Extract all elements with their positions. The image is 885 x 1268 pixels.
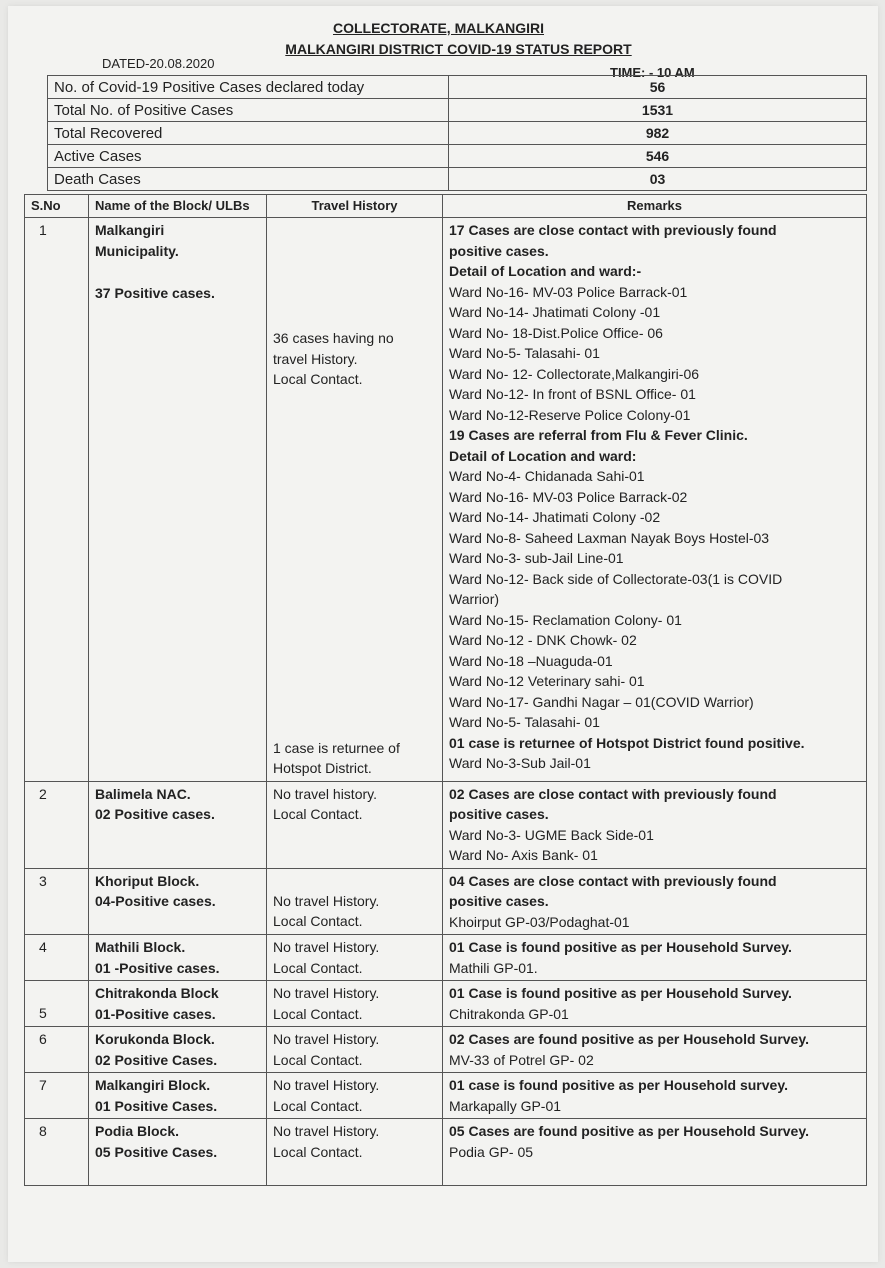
travel-line: No travel History. bbox=[273, 985, 380, 1001]
row-sno: 3 bbox=[25, 868, 89, 935]
remark-line: Ward No- Axis Bank- 01 bbox=[449, 847, 598, 863]
row-travel-cell bbox=[267, 218, 443, 782]
summary-label: Death Cases bbox=[48, 168, 449, 191]
travel-line: 1 case is returnee of bbox=[273, 739, 400, 756]
block-name: Malkangiri bbox=[95, 222, 165, 238]
travel-line: Local Contact. bbox=[273, 371, 363, 387]
remark-line: positive cases. bbox=[449, 893, 549, 909]
remark-line: Ward No-14- Jhatimati Colony -02 bbox=[449, 509, 661, 525]
summary-label: Active Cases bbox=[48, 145, 449, 168]
row-sno: 6 bbox=[25, 1027, 89, 1073]
remark-line: Detail of Location and ward:- bbox=[449, 263, 642, 279]
office-heading: COLLECTORATE, MALKANGIRI bbox=[332, 20, 545, 36]
remark-line: Ward No-5- Talasahi- 01 bbox=[449, 714, 600, 730]
row-block-cell bbox=[89, 1073, 267, 1119]
remark-line: 05 Cases are found positive as per Household Survey. bbox=[449, 1123, 809, 1139]
table-header-row bbox=[25, 195, 867, 218]
row-remarks-cell bbox=[443, 1119, 867, 1186]
row-travel-cell bbox=[267, 1027, 443, 1073]
remark-line: 01 Case is found positive as per Household Survey. bbox=[449, 939, 792, 955]
travel-line: Local Contact. bbox=[273, 806, 363, 822]
summary-table bbox=[47, 75, 867, 191]
remark-line: Ward No-12 Veterinary sahi- 01 bbox=[449, 673, 645, 689]
row-sno bbox=[25, 981, 89, 1027]
column-header-remarks: Remarks bbox=[443, 195, 867, 218]
remark-line: MV-33 of Potrel GP- 02 bbox=[449, 1051, 594, 1068]
remark-line: Ward No-3- sub-Jail Line-01 bbox=[449, 550, 624, 566]
block-name: Mathili Block. bbox=[95, 939, 186, 955]
summary-row-total bbox=[48, 99, 867, 122]
remark-line: 02 Cases are close contact with previously found bbox=[449, 785, 777, 802]
positive-cases: 01-Positive cases. bbox=[95, 1005, 216, 1022]
row-block-cell bbox=[89, 981, 267, 1027]
remark-line: Ward No-17- Gandhi Nagar – 01(COVID Warrior) bbox=[449, 693, 754, 710]
row-travel-cell bbox=[267, 981, 443, 1027]
row-remarks-cell bbox=[443, 781, 867, 868]
remark-line: 04 Cases are close contact with previously found bbox=[449, 872, 777, 889]
report-time: TIME: - 10 AM bbox=[610, 65, 695, 80]
report-title: MALKANGIRI DISTRICT COVID-19 STATUS REPORT bbox=[285, 41, 632, 57]
remark-line: 02 Cases are found positive as per Household Survey. bbox=[449, 1031, 809, 1047]
remark-line: positive cases. bbox=[449, 242, 549, 259]
remark-line: 01 case is found positive as per Household survey. bbox=[449, 1077, 788, 1093]
remark-line: Ward No-16- MV-03 Police Barrack-02 bbox=[449, 488, 688, 505]
row-remarks-cell bbox=[443, 981, 867, 1027]
row-remarks-cell bbox=[443, 868, 867, 935]
remark-line: Khoirput GP-03/Podaghat-01 bbox=[449, 913, 630, 930]
travel-line: No travel History. bbox=[273, 1031, 380, 1047]
travel-line: Local Contact. bbox=[273, 1051, 363, 1068]
summary-row-active bbox=[48, 145, 867, 168]
travel-line: No travel history. bbox=[273, 785, 377, 802]
travel-line: Local Contact. bbox=[273, 1097, 363, 1114]
table-row bbox=[25, 981, 867, 1027]
remark-line: Ward No-15- Reclamation Colony- 01 bbox=[449, 611, 682, 628]
remark-line: Podia GP- 05 bbox=[449, 1143, 534, 1160]
remark-line: Warrior) bbox=[449, 591, 500, 607]
remark-line: Ward No-16- MV-03 Police Barrack-01 bbox=[449, 283, 688, 300]
block-name: Malkangiri Block. bbox=[95, 1077, 211, 1093]
column-header-travel: Travel History bbox=[267, 195, 443, 218]
travel-line: Local Contact. bbox=[273, 1143, 363, 1160]
table-row bbox=[25, 1119, 867, 1186]
remark-line: Ward No-14- Jhatimati Colony -01 bbox=[449, 304, 661, 320]
remark-line: Markapally GP-01 bbox=[449, 1097, 562, 1114]
travel-line: 36 cases having no bbox=[273, 330, 394, 346]
row-sno: 1 bbox=[25, 218, 89, 782]
row-remarks-cell bbox=[443, 1027, 867, 1073]
row-travel-cell bbox=[267, 781, 443, 868]
remark-line: Mathili GP-01. bbox=[449, 959, 538, 976]
block-name: Khoriput Block. bbox=[95, 872, 200, 889]
summary-label: Total No. of Positive Cases bbox=[48, 99, 449, 122]
travel-line: Local Contact. bbox=[273, 913, 363, 929]
summary-row-today bbox=[48, 76, 867, 99]
positive-cases: 01 -Positive cases. bbox=[95, 959, 220, 976]
row-travel-cell bbox=[267, 868, 443, 935]
positive-cases: 04-Positive cases. bbox=[95, 893, 216, 909]
row-sno: 4 bbox=[25, 935, 89, 981]
travel-line: Local Contact. bbox=[273, 959, 363, 976]
block-name: Chitrakonda Block bbox=[95, 985, 219, 1001]
cases-table bbox=[24, 194, 867, 1186]
row-remarks-cell bbox=[443, 935, 867, 981]
row-travel-cell bbox=[267, 1073, 443, 1119]
row-travel-cell bbox=[267, 1119, 443, 1186]
row-block-cell bbox=[89, 781, 267, 868]
travel-line: No travel History. bbox=[273, 939, 380, 955]
column-header-block: Name of the Block/ ULBs bbox=[89, 195, 267, 218]
summary-value: 1531 bbox=[449, 99, 867, 122]
remark-line: 01 case is returnee of Hotspot District found positive. bbox=[449, 734, 805, 751]
travel-line: Hotspot District. bbox=[273, 760, 372, 776]
summary-label: No. of Covid-19 Positive Cases declared today bbox=[48, 76, 449, 99]
row-sno: 8 bbox=[25, 1119, 89, 1186]
table-row bbox=[25, 781, 867, 868]
remark-line: Ward No-8- Saheed Laxman Nayak Boys Hostel-03 bbox=[449, 529, 770, 546]
row-block-cell bbox=[89, 1119, 267, 1186]
positive-cases: 37 Positive cases. bbox=[95, 285, 215, 301]
remark-line: Ward No-3- UGME Back Side-01 bbox=[449, 826, 654, 843]
remark-line: Ward No-12- Back side of Collectorate-03(1 is COVID bbox=[449, 570, 783, 587]
remark-line: positive cases. bbox=[449, 806, 549, 822]
table-row bbox=[25, 1073, 867, 1119]
remark-line: Ward No- 12- Collectorate,Malkangiri-06 bbox=[449, 365, 700, 382]
row-block-cell bbox=[89, 218, 267, 782]
summary-value: 56 bbox=[449, 76, 867, 99]
travel-line: No travel History. bbox=[273, 1077, 380, 1093]
summary-value: 982 bbox=[449, 122, 867, 145]
remark-line: Ward No-5- Talasahi- 01 bbox=[449, 345, 600, 361]
summary-label: Total Recovered bbox=[48, 122, 449, 145]
positive-cases: 01 Positive Cases. bbox=[95, 1097, 218, 1114]
block-name: Korukonda Block. bbox=[95, 1031, 215, 1047]
remark-line: Ward No- 18-Dist.Police Office- 06 bbox=[449, 324, 663, 341]
positive-cases: 05 Positive Cases. bbox=[95, 1143, 218, 1160]
block-name: Balimela NAC. bbox=[95, 785, 191, 802]
block-name-cont: Municipality. bbox=[95, 242, 179, 259]
report-date: DATED-20.08.2020 bbox=[102, 56, 215, 71]
summary-row-recovered bbox=[48, 122, 867, 145]
row-sno: 2 bbox=[25, 781, 89, 868]
row-remarks-cell bbox=[443, 218, 867, 782]
remark-line: Ward No-18 –Nuaguda-01 bbox=[449, 652, 613, 669]
remark-line: Ward No-12 - DNK Chowk- 02 bbox=[449, 632, 637, 648]
summary-row-death bbox=[48, 168, 867, 191]
remark-line: Chitrakonda GP-01 bbox=[449, 1005, 569, 1022]
row-block-cell bbox=[89, 1027, 267, 1073]
table-row bbox=[25, 868, 867, 935]
remark-line: Ward No-4- Chidanada Sahi-01 bbox=[449, 468, 645, 484]
row-remarks-cell bbox=[443, 1073, 867, 1119]
travel-line: Local Contact. bbox=[273, 1005, 363, 1022]
row-sno: 7 bbox=[25, 1073, 89, 1119]
remark-line: 01 Case is found positive as per Household Survey. bbox=[449, 985, 792, 1001]
table-row bbox=[25, 935, 867, 981]
summary-value: 03 bbox=[449, 168, 867, 191]
table-row bbox=[25, 218, 867, 782]
row-travel-cell bbox=[267, 935, 443, 981]
travel-line: No travel History. bbox=[273, 892, 380, 909]
block-name: Podia Block. bbox=[95, 1123, 180, 1139]
row-sno-value: 5 bbox=[39, 1005, 47, 1021]
travel-line: travel History. bbox=[273, 350, 358, 367]
travel-line: No travel History. bbox=[273, 1123, 380, 1139]
positive-cases: 02 Positive Cases. bbox=[95, 1051, 218, 1068]
positive-cases: 02 Positive cases. bbox=[95, 806, 215, 822]
summary-value: 546 bbox=[449, 145, 867, 168]
remark-line: Ward No-12-Reserve Police Colony-01 bbox=[449, 406, 691, 423]
row-block-cell bbox=[89, 868, 267, 935]
table-row bbox=[25, 1027, 867, 1073]
remark-line: 17 Cases are close contact with previously found bbox=[449, 222, 777, 238]
remark-line: Ward No-12- In front of BSNL Office- 01 bbox=[449, 386, 696, 402]
remark-line: 19 Cases are referral from Flu & Fever Clinic. bbox=[449, 427, 748, 443]
remark-line: Detail of Location and ward: bbox=[449, 447, 637, 464]
remark-line: Ward No-3-Sub Jail-01 bbox=[449, 755, 591, 771]
column-header-sno: S.No bbox=[25, 195, 89, 218]
row-block-cell bbox=[89, 935, 267, 981]
